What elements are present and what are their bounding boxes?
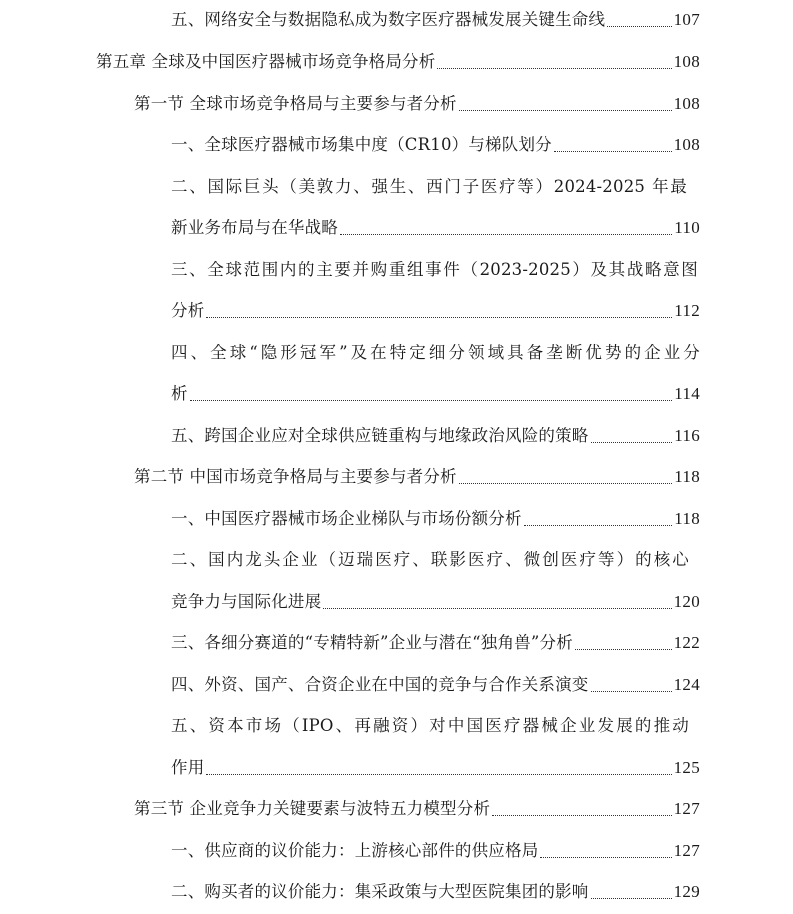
toc-entry-page: 122 [673,633,700,652]
toc-entry-page: 120 [673,592,700,611]
toc-entry-page: 124 [673,675,700,694]
dot-leader [591,898,672,899]
toc-entry-title: 二、国际巨头（美敦力、强生、西门子医疗等）2024-2025 年最 [171,177,687,196]
dot-leader [206,774,671,775]
toc-entry-page: 129 [673,882,700,901]
toc-entry-title: 一、供应商的议价能力：上游核心部件的供应格局 [171,841,539,860]
dot-leader [459,483,672,484]
toc-entry-page: 108 [673,94,700,113]
dot-leader [575,649,672,650]
toc-entry-title: 三、全球范围内的主要并购重组事件（2023-2025）及其战略意图 [171,260,698,279]
toc-entry-title: 五、网络安全与数据隐私成为数字医疗器械发展关键生命线 [171,10,606,29]
dot-leader [524,525,673,526]
toc-entry-title: 第五章 全球及中国医疗器械市场竞争格局分析 [96,52,436,71]
toc-entry[interactable] [171,130,700,160]
toc-entry-title: 作用 [171,758,205,777]
toc-entry-wrapped[interactable] [171,172,687,202]
toc-entry-continuation[interactable] [171,213,700,243]
dot-leader [206,317,672,318]
toc-entry-title: 第三节 企业竞争力关键要素与波特五力模型分析 [134,799,491,818]
toc-entry-title: 四、外资、国产、合资企业在中国的竞争与合作关系演变 [171,675,589,694]
toc-entry-page: 110 [674,218,700,237]
toc-entry-title: 五、跨国企业应对全球供应链重构与地缘政治风险的策略 [171,426,589,445]
dot-leader [591,442,673,443]
dot-leader [591,691,672,692]
toc-entry-wrapped[interactable] [171,338,700,368]
dot-leader [437,68,671,69]
toc-entry-page: 127 [673,799,700,818]
toc-entry-section[interactable] [134,794,700,824]
dot-leader [540,857,671,858]
toc-entry-title: 五、资本市场（IPO、再融资）对中国医疗器械企业发展的推动 [171,716,689,735]
dot-leader [323,608,671,609]
toc-entry-page: 108 [673,52,700,71]
toc-entry-title: 二、购买者的议价能力：集采政策与大型医院集团的影响 [171,882,589,901]
toc-entry-continuation[interactable] [171,587,700,617]
toc-entry-page: 125 [673,758,700,777]
toc-entry-wrapped[interactable] [171,255,698,285]
toc-entry-section[interactable] [134,462,700,492]
dot-leader [554,151,672,152]
toc-entry-continuation[interactable] [171,296,700,326]
toc-entry-title: 一、中国医疗器械市场企业梯队与市场份额分析 [171,509,522,528]
toc-entry-continuation[interactable] [171,753,700,783]
toc-entry-wrapped[interactable] [171,711,689,741]
toc-entry-title: 四、全球“隐形冠军”及在特定细分领域具备垄断优势的企业分 [171,343,700,362]
dot-leader [607,26,671,27]
dot-leader [459,110,672,111]
toc-entry-title: 一、全球医疗器械市场集中度（CR10）与梯队划分 [171,135,552,154]
toc-entry-continuation[interactable] [171,379,700,409]
toc-entry[interactable] [171,504,700,534]
toc-entry-page: 107 [673,10,700,29]
toc-entry-page: 114 [674,384,700,403]
toc-entry-title: 新业务布局与在华战略 [171,218,338,237]
dot-leader [492,815,671,816]
dot-leader [340,234,672,235]
toc-entry-title: 第二节 中国市场竞争格局与主要参与者分析 [134,467,457,486]
toc-entry-title: 第一节 全球市场竞争格局与主要参与者分析 [134,94,457,113]
toc-entry[interactable] [171,5,700,35]
toc-entry[interactable] [171,628,700,658]
toc-entry-title: 二、国内龙头企业（迈瑞医疗、联影医疗、微创医疗等）的核心 [171,550,689,569]
toc-entry-wrapped[interactable] [171,545,689,575]
toc-entry-page: 118 [674,509,700,528]
toc-entry-page: 118 [674,467,700,486]
toc-entry-title: 竞争力与国际化进展 [171,592,322,611]
toc-entry-title: 分析 [171,301,205,320]
toc-entry-chapter[interactable] [96,47,700,77]
toc-entry-page: 127 [673,841,700,860]
toc-entry[interactable] [171,421,700,451]
toc-entry[interactable] [171,877,700,907]
toc-entry-title: 析 [171,384,188,403]
toc-entry[interactable] [171,670,700,700]
toc-entry-page: 116 [674,426,700,445]
toc-entry-title: 三、各细分赛道的“专精特新”企业与潜在“独角兽”分析 [171,633,573,652]
toc-entry-section[interactable] [134,89,700,119]
toc-entry-page: 112 [674,301,700,320]
toc-entry[interactable] [171,836,700,866]
dot-leader [190,400,673,401]
toc-entry-page: 108 [673,135,700,154]
